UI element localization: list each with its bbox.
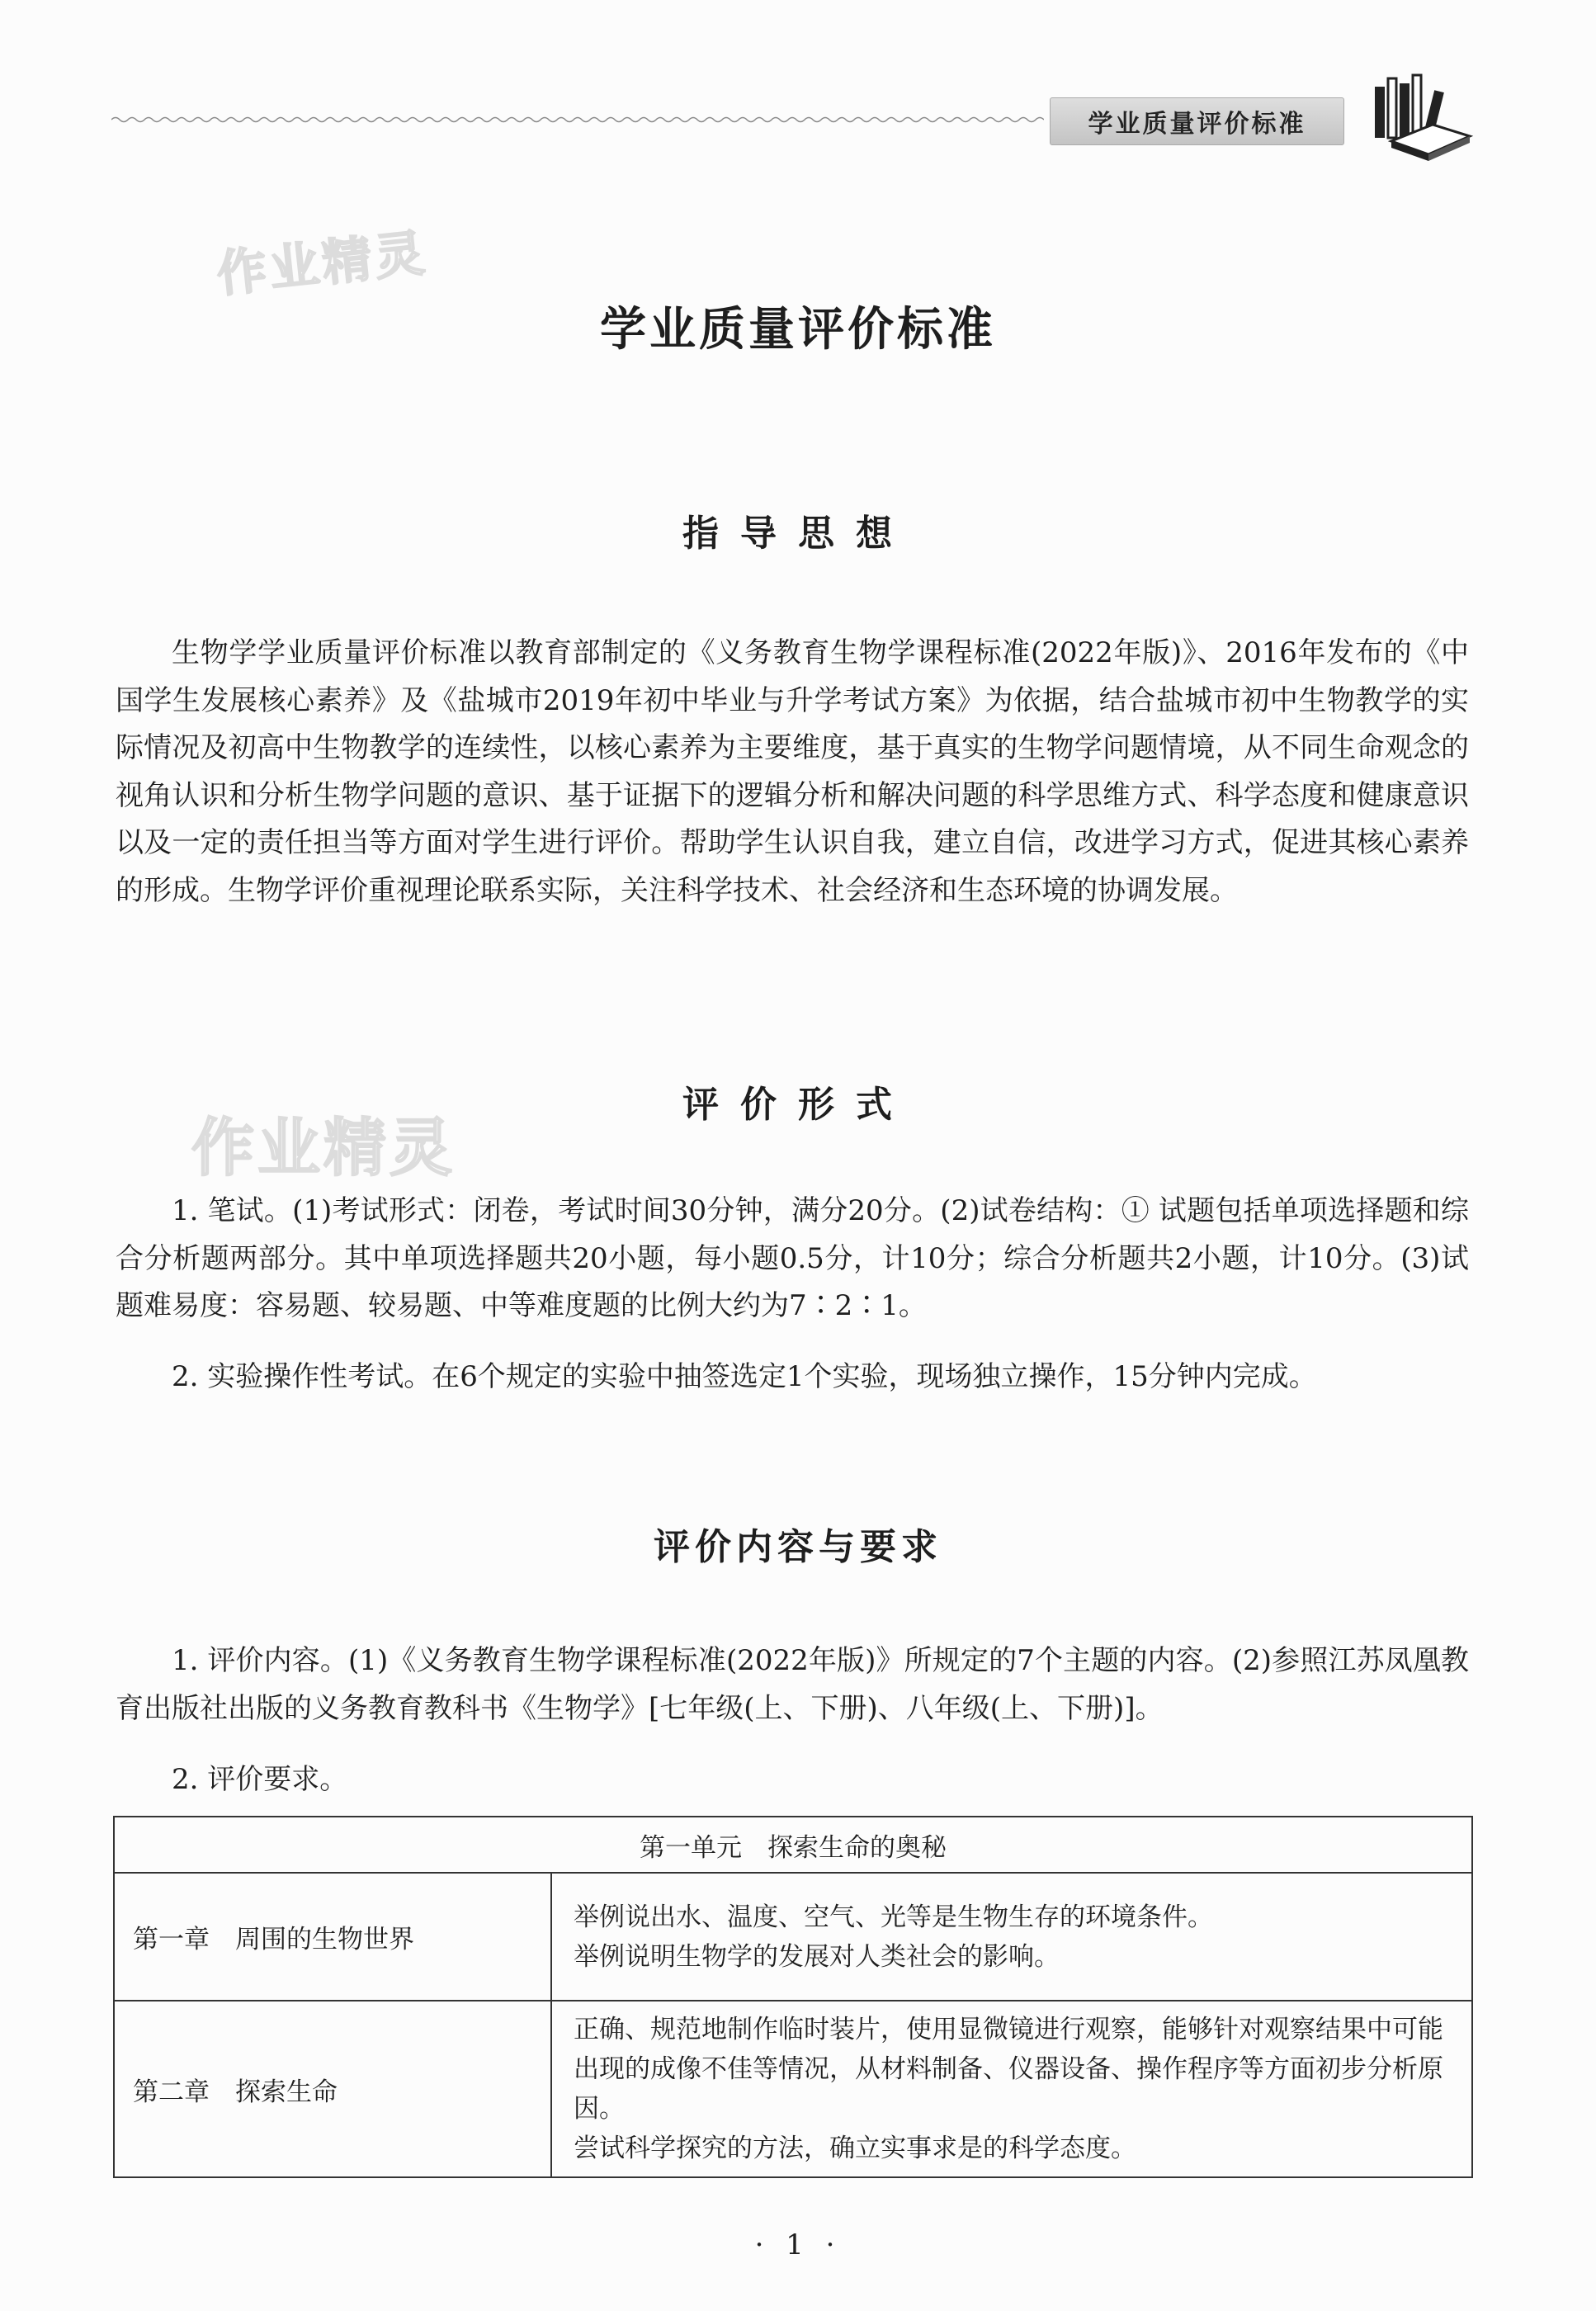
table-row bbox=[114, 2001, 1472, 2177]
unit-title-cell: 第一单元 探索生命的奥秘 bbox=[114, 1817, 1472, 1873]
chapter-cell: 第一章 周围的生物世界 bbox=[114, 1873, 551, 2001]
requirement-line: 举例说明生物学的发展对人类社会的影响。 bbox=[574, 1941, 1060, 1972]
chapter-cell: 第二章 探索生命 bbox=[114, 2001, 551, 2177]
requirements-table bbox=[113, 1816, 1473, 2178]
book-stack-icon bbox=[1367, 70, 1474, 161]
content-item-2: 2. 评价要求。 bbox=[172, 1763, 348, 1796]
requirement-line: 举例说出水、温度、空气、光等是生物生存的环境条件。 bbox=[574, 1902, 1213, 1932]
page-title: 学业质量评价标准 bbox=[600, 303, 996, 357]
watermark-middle: 作业精灵 bbox=[191, 1111, 456, 1184]
watermark-top: 作业精灵 bbox=[214, 224, 431, 305]
requirement-line: 尝试科学探究的方法，确立实事求是的科学态度。 bbox=[574, 2134, 1136, 2163]
table-row bbox=[114, 1873, 1472, 2001]
requirement-line: 正确、规范地制作临时装片，使用显微镜进行观察，能够针对观察结果中可能出现的成像不佳等情况，从材料制备、仪器设备、操作程序等方面初步分析原因。 bbox=[574, 2015, 1443, 2124]
header-tab-label: 学业质量评价标准 bbox=[1088, 110, 1306, 139]
form-item-1: 1. 笔试。(1)考试形式：闭卷，考试时间30分钟，满分20分。(2)试卷结构：① 试题包括单项选择题和综合分析题两部分。其中单项选择题共20小题，每小题0.5分，计10分；综合分析题共2小题，计10分。(3)试题难易度：容易题、较易题、中等难度题的比例大约为7∶2∶1。 bbox=[116, 1194, 1469, 1322]
content-item-1: 1. 评价内容。(1)《义务教育生物学课程标准(2022年版)》所规定的7个主题的内容。(2)参照江苏凤凰教育出版社出版的义务教育教科书《生物学》[七年级(上、下册)、八年级(上、下册)]。 bbox=[116, 1644, 1469, 1725]
requirements-cell bbox=[551, 1873, 1472, 2001]
header-section-tab bbox=[1050, 97, 1344, 145]
guiding-paragraph: 生物学学业质量评价标准以教育部制定的《义务教育生物学课程标准(2022年版)》、2016年发布的《中国学生发展核心素养》及《盐城市2019年初中毕业与升学考试方案》为依据，结合盐城市初中生物教学的实际情况及初高中生物教学的连续性，以核心素养为主要维度，基于真实的生物学问题情境，从不同生命观念的视角认识和分析生物学问题的意识、基于证据下的逻辑分析和解决问题的科学思维方式、科学态度和健康意识以及一定的责任担当等方面对学生进行评价。帮助学生认识自我，建立自信，改进学习方式，促进其核心素养的形成。生物学评价重视理论联系实际，关注科学技术、社会经济和生态环境的协调发展。 bbox=[116, 636, 1469, 907]
form-item-2: 2. 实验操作性考试。在6个规定的实验中抽签选定1个实验，现场独立操作，15分钟内完成。 bbox=[172, 1360, 1317, 1393]
page-number: · 1 · bbox=[754, 2228, 842, 2261]
section-heading-content: 评价内容与要求 bbox=[654, 1526, 942, 1568]
section-heading-guiding: 指导思想 bbox=[682, 513, 914, 555]
table-unit-row bbox=[114, 1817, 1472, 1873]
section-heading-form: 评价形式 bbox=[682, 1084, 914, 1126]
header-wavy-rule bbox=[111, 116, 1044, 124]
requirements-cell bbox=[551, 2001, 1472, 2177]
